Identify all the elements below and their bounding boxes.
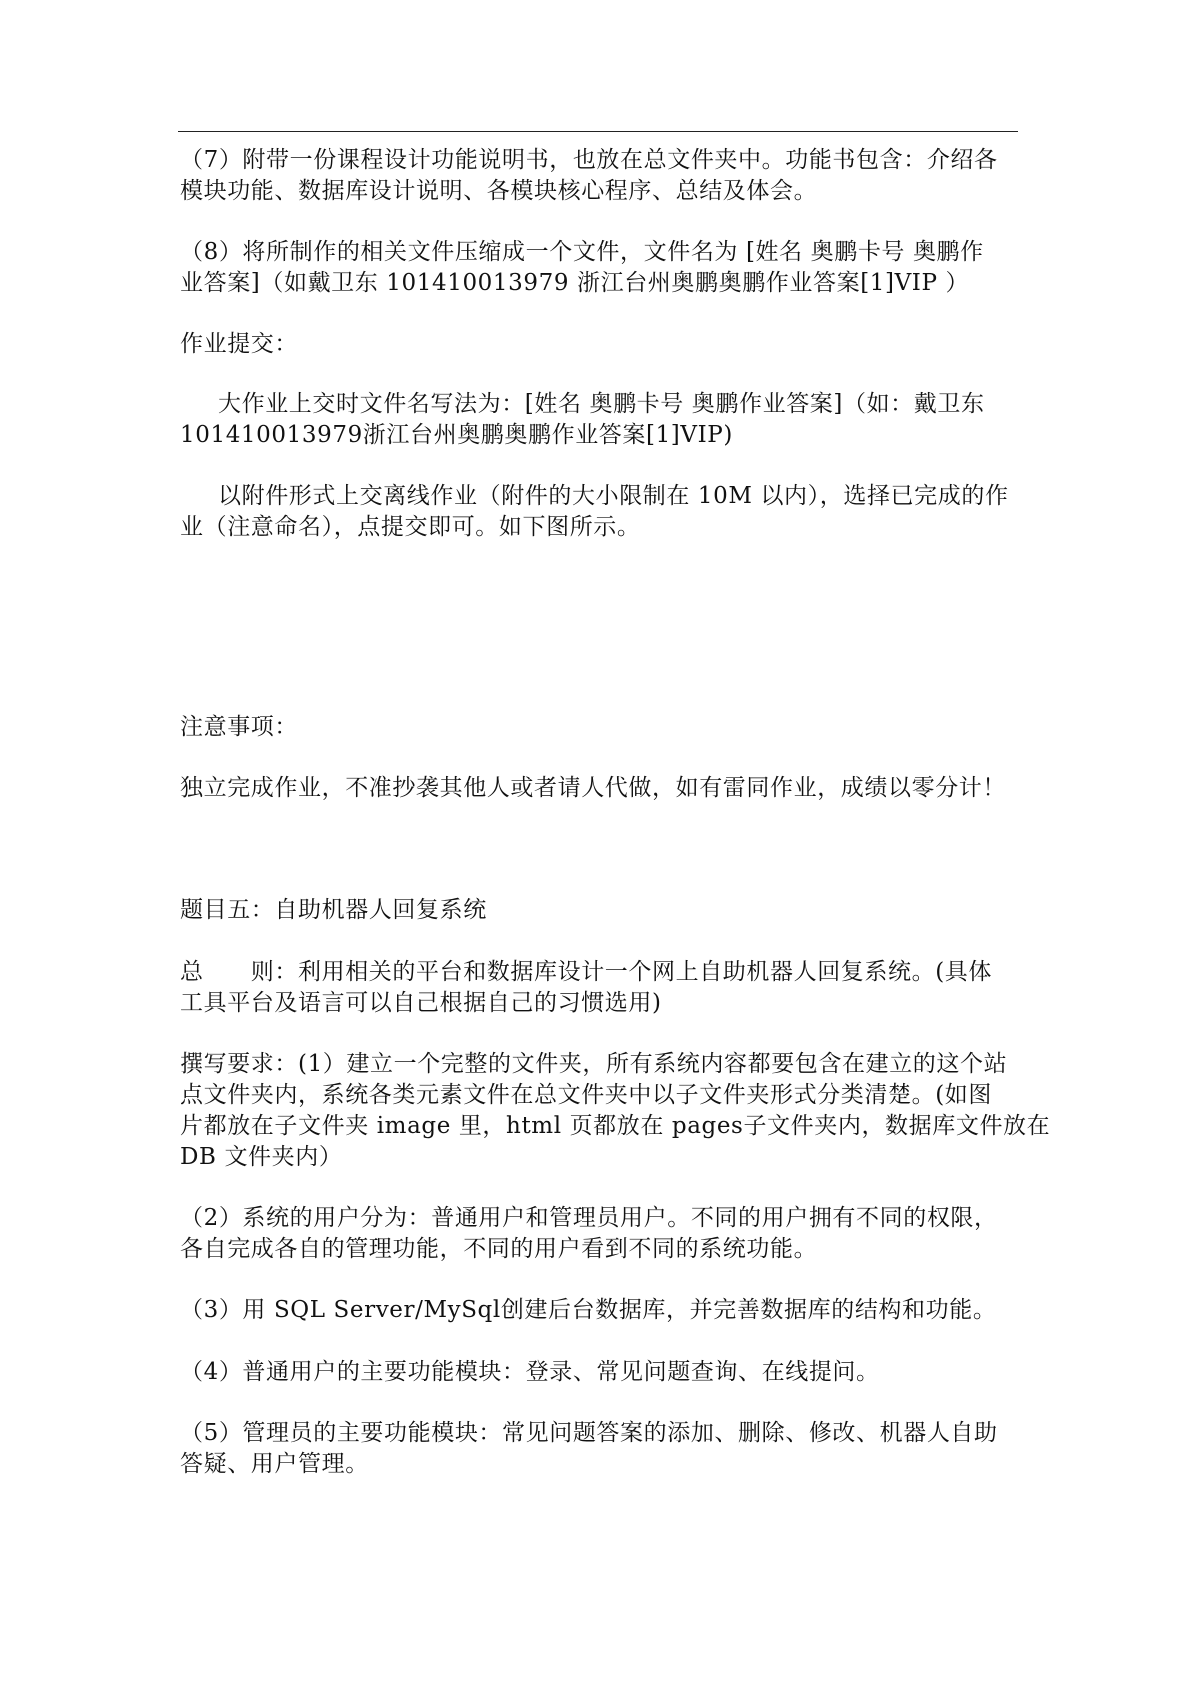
requirement-4: （4）普通用户的主要功能模块：登录、常见问题查询、在线提问。: [180, 1359, 880, 1385]
paragraph-7-line-2: 模块功能、数据库设计说明、各模块核心程序、总结及体会。: [180, 178, 818, 204]
requirement-2-line-2: 各自完成各自的管理功能，不同的用户看到不同的系统功能。: [180, 1236, 818, 1262]
requirements-line-3: 片都放在子文件夹 image 里，html 页都放在 pages子文件夹内，数据库文件放在: [180, 1113, 1051, 1139]
requirement-5-line-2: 答疑、用户管理。: [180, 1451, 369, 1477]
paragraph-7-line-1: （7）附带一份课程设计功能说明书，也放在总文件夹中。功能书包含：介绍各: [180, 147, 998, 173]
paragraph-8-line-2: 业答案]（如戴卫东 101410013979 浙江台州奥鹏奥鹏作业答案[1]VIP ）: [180, 270, 970, 296]
paragraph-8-line-1: （8）将所制作的相关文件压缩成一个文件，文件名为 [姓名 奥鹏卡号 奥鹏作: [180, 239, 984, 265]
notes-text: 独立完成作业，不准抄袭其他人或者请人代做，如有雷同作业，成绩以零分计！: [180, 775, 1006, 801]
header-rule: [178, 131, 1018, 132]
submission-filename-line-1: 大作业上交时文件名写法为：[姓名 奥鹏卡号 奥鹏作业答案]（如：戴卫东: [218, 391, 985, 417]
submission-filename-line-2: 101410013979浙江台州奥鹏奥鹏作业答案[1]VIP): [180, 422, 733, 448]
requirement-3: （3）用 SQL Server/MySql创建后台数据库，并完善数据库的结构和功能。: [180, 1297, 997, 1323]
submission-attachment-line-1: 以附件形式上交离线作业（附件的大小限制在 10M 以内），选择已完成的作: [218, 483, 1009, 509]
requirement-5-line-1: （5）管理员的主要功能模块：常见问题答案的添加、删除、修改、机器人自助: [180, 1420, 998, 1446]
requirement-2-line-1: （2）系统的用户分为：普通用户和管理员用户。不同的用户拥有不同的权限，: [180, 1205, 998, 1231]
requirements-line-4: DB 文件夹内）: [180, 1144, 343, 1170]
general-rule-line-2: 工具平台及语言可以自己根据自己的习惯选用): [180, 990, 662, 1016]
topic-five-title: 题目五：自助机器人回复系统: [180, 897, 487, 923]
submission-heading: 作业提交：: [180, 331, 298, 357]
submission-attachment-line-2: 业（注意命名），点提交即可。如下图所示。: [180, 514, 641, 540]
general-rule-line-1: 总 则：利用相关的平台和数据库设计一个网上自助机器人回复系统。(具体: [180, 959, 992, 985]
notes-heading: 注意事项：: [180, 714, 298, 740]
requirements-line-2: 点文件夹内，系统各类元素文件在总文件夹中以子文件夹形式分类清楚。(如图: [180, 1082, 992, 1108]
requirements-line-1: 撰写要求：(1）建立一个完整的文件夹，所有系统内容都要包含在建立的这个站: [180, 1051, 1008, 1077]
